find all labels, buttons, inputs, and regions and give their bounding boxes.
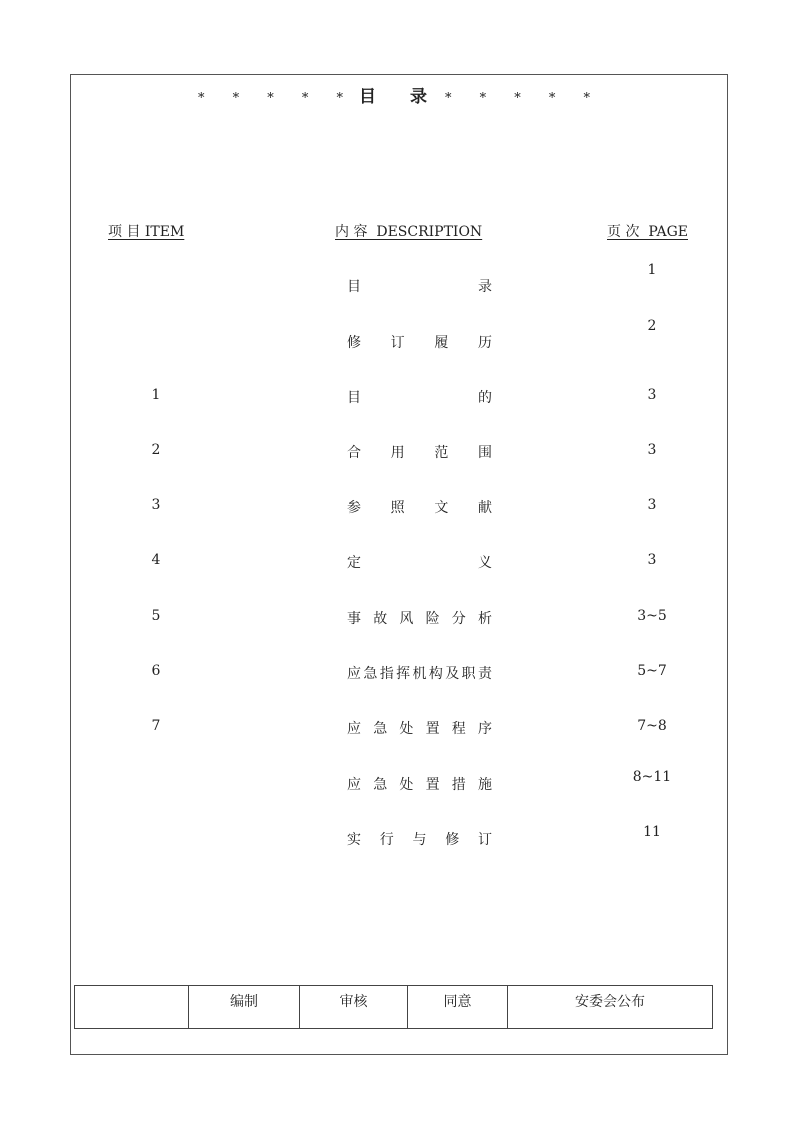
toc-row [0, 442, 800, 466]
toc-item-page: 3~5 [637, 608, 667, 624]
toc-item-description: 修 订 履 历 [347, 335, 492, 351]
toc-title [0, 82, 800, 107]
signoff-review: 审核 [300, 986, 408, 1029]
toc-item-page: 7~8 [637, 718, 667, 734]
toc-item-page: 5~7 [637, 663, 667, 679]
toc-item-page: 3 [647, 442, 657, 458]
toc-row [0, 318, 800, 356]
toc-item-page: 3 [647, 387, 657, 403]
toc-row [0, 387, 800, 411]
header-page: 页 次 PAGE [607, 224, 688, 240]
toc-item-page: 2 [647, 318, 657, 334]
signoff-publish: 安委会公布 [508, 986, 713, 1029]
toc-item-description: 应 急 处 置 措 施 [347, 777, 492, 793]
signoff-blank-cell [75, 986, 189, 1029]
toc-row [0, 262, 800, 300]
toc-row [0, 552, 800, 576]
toc-item-page: 3 [647, 552, 657, 568]
toc-item-description: 事 故 风 险 分 析 [347, 611, 492, 627]
toc-row [0, 718, 800, 742]
title-main: 目 录 [359, 87, 441, 107]
toc-item-description: 应 急 指 挥 机 构 及 职 责 [347, 666, 492, 682]
toc-item-page: 3 [647, 497, 657, 513]
toc-item-number: 1 [151, 387, 161, 403]
toc-item-description: 目 的 [347, 390, 492, 406]
toc-item-description: 实 行 与 修 订 [347, 832, 492, 848]
toc-item-description: 合 用 范 围 [347, 445, 492, 461]
toc-item-number: 6 [151, 663, 161, 679]
header-description: 内 容 DESCRIPTION [335, 224, 483, 240]
toc-row [0, 663, 800, 687]
toc-item-number: 3 [151, 497, 161, 513]
toc-item-page: 8~11 [632, 769, 672, 785]
toc-item-page: 11 [643, 824, 661, 840]
signoff-row [75, 986, 713, 1029]
title-stars-left: * * * * * [198, 91, 356, 106]
signoff-table [74, 985, 713, 1029]
toc-row [0, 608, 800, 632]
toc-item-number: 5 [151, 608, 161, 624]
toc-item-description: 目 录 [347, 279, 492, 295]
toc-item-description: 应 急 处 置 程 序 [347, 721, 492, 737]
toc-row [0, 824, 800, 853]
signoff-compile: 编制 [189, 986, 300, 1029]
header-item: 项 目 ITEM [108, 224, 185, 240]
toc-item-page: 1 [647, 262, 657, 278]
toc-item-number: 2 [151, 442, 161, 458]
toc-row [0, 769, 800, 798]
toc-item-description: 参 照 文 献 [347, 500, 492, 516]
toc-item-number: 4 [151, 552, 161, 568]
toc-item-description: 定 义 [347, 555, 492, 571]
signoff-agree: 同意 [408, 986, 508, 1029]
toc-row [0, 497, 800, 521]
title-stars-right: * * * * * [444, 91, 602, 106]
toc-item-number: 7 [151, 718, 161, 734]
